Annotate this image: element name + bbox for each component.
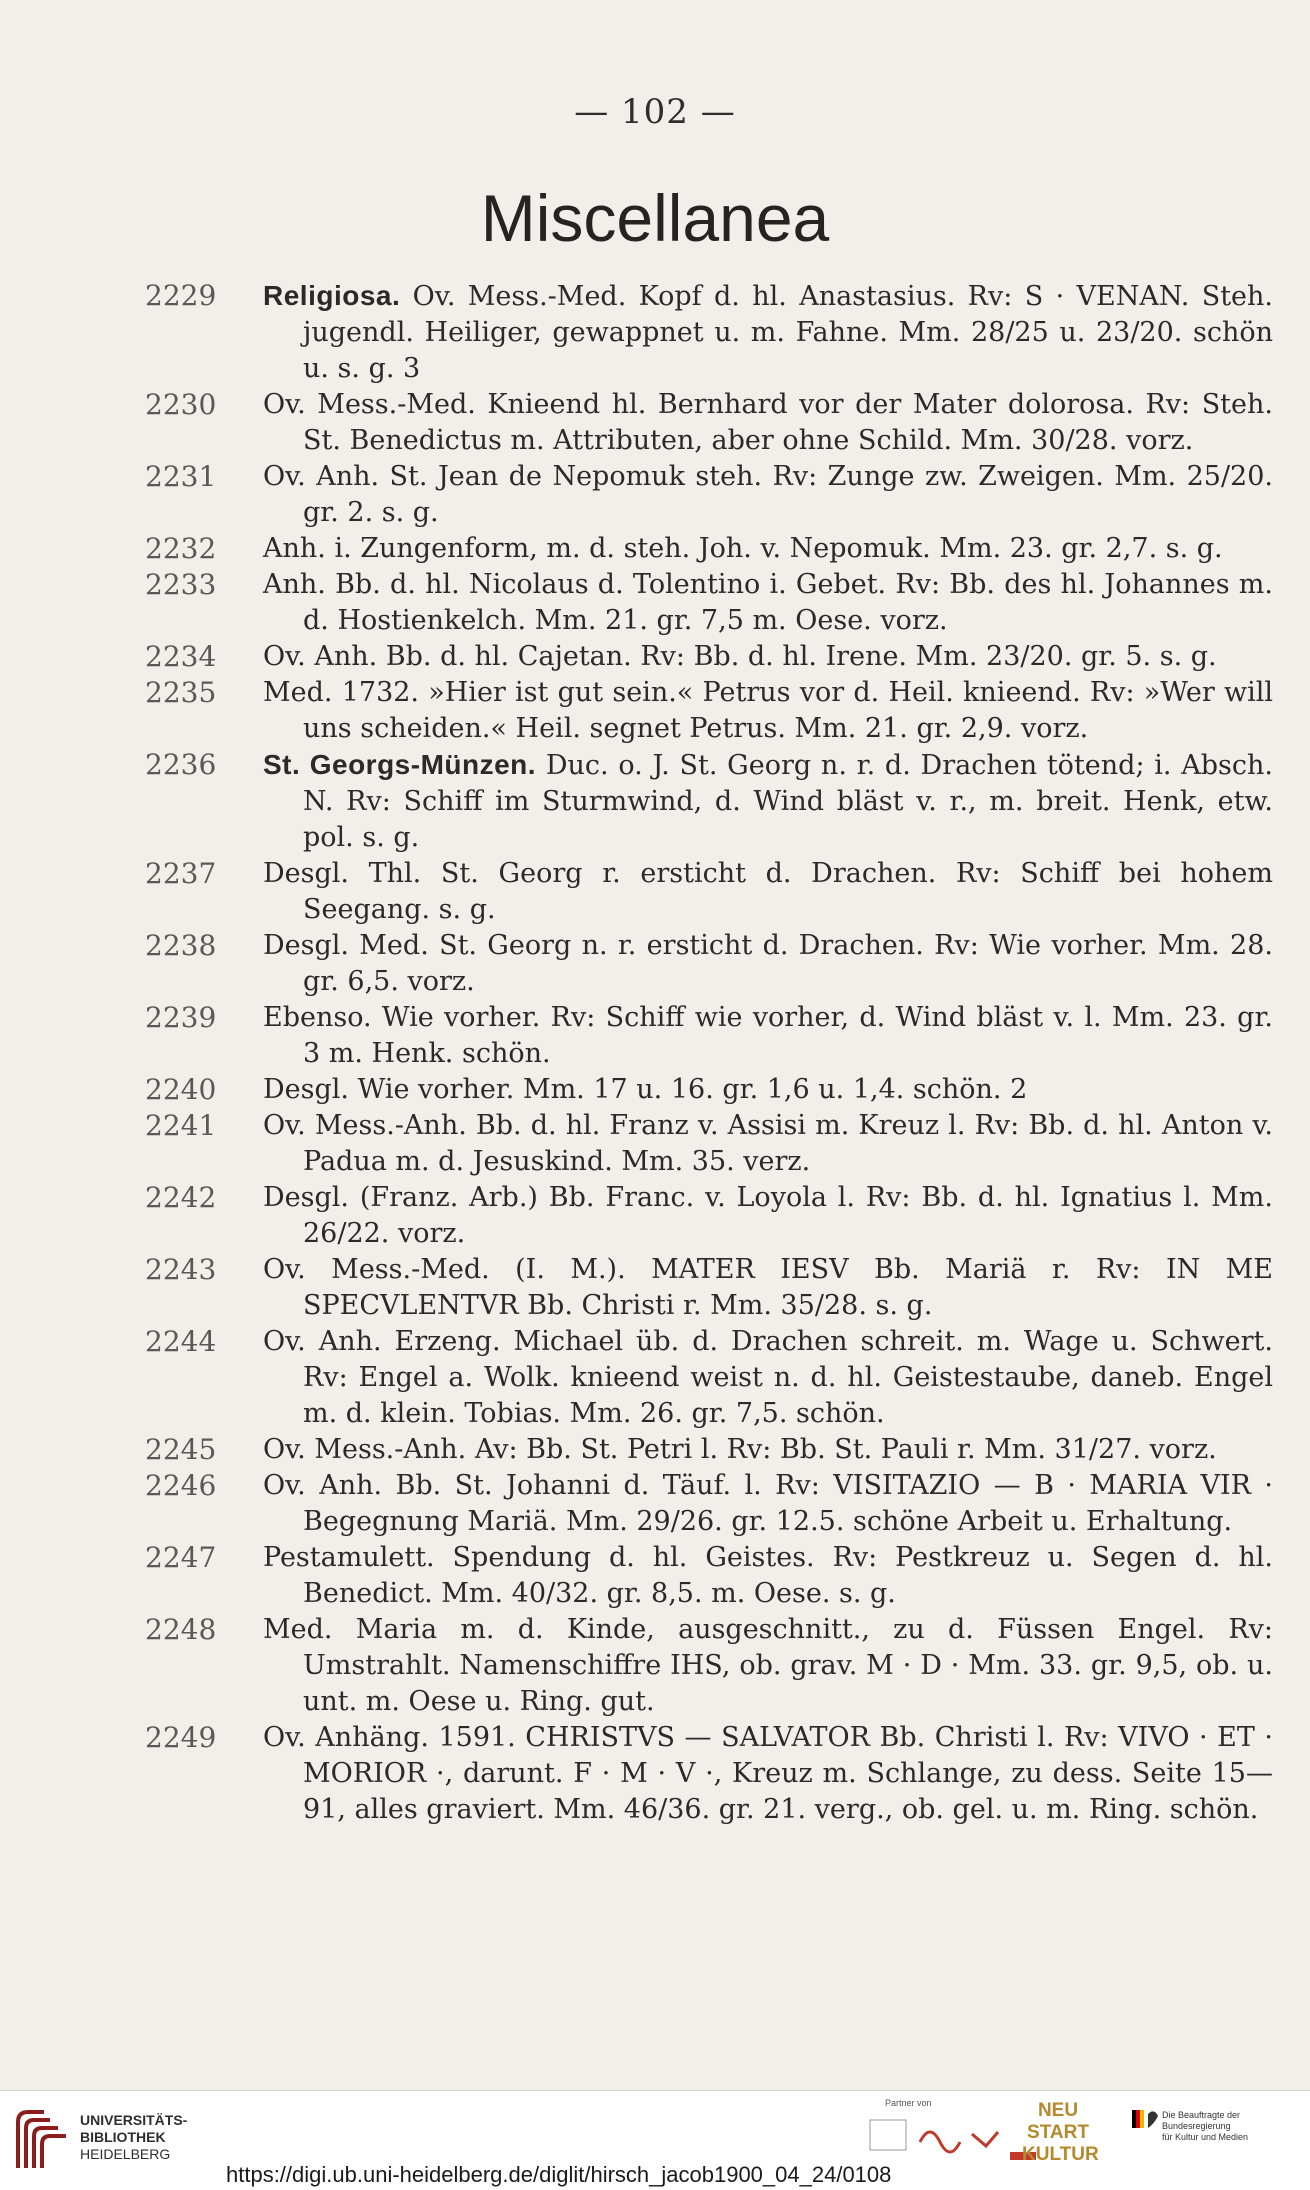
- page-title: Miscellanea: [480, 181, 830, 255]
- catalogue-entry: [0, 1540, 1310, 1612]
- entry-text: Ov. Anh. Bb. St. Johanni d. Täuf. l. Rv: VISITAZIO — B · MARIA VIR · Begegnung Mariä. Mm. 29/26. gr. 12.5. schöne Arbeit u. Erhaltung.: [263, 1470, 1273, 1537]
- neustart-kultur-logo: [1022, 2100, 1099, 2166]
- entry-description: [263, 1000, 1273, 1072]
- bkm-line: für Kultur und Medien: [1162, 2132, 1249, 2142]
- entry-text: Desgl. (Franz. Arb.) Bb. Franc. v. Loyola l. Rv: Bb. d. hl. Ignatius l. Mm. 26/22. vorz.: [263, 1182, 1273, 1249]
- entry-number: 2234: [145, 640, 217, 673]
- entry-number: 2236: [145, 748, 217, 781]
- entry-description: [263, 856, 1273, 928]
- entry-number: 2241: [145, 1109, 217, 1142]
- entry-text: Ov. Mess.-Med. Kopf d. hl. Anastasius. Rv: S · VENAN. Steh. jugendl. Heiliger, gewappnet u. m. Fahne. Mm. 28/25 u. 23/20. schön u. s. g. 3: [303, 281, 1273, 384]
- entry-text: Ov. Anh. Erzeng. Michael üb. d. Drachen schreit. m. Wage u. Schwert. Rv: Engel a. Wolk. knieend weist n. d. hl. Geistestaube, daneb. Engel m. d. klein. Tobias. Mm. 26. gr. 7,5. schön.: [263, 1326, 1273, 1429]
- entry-text: Duc. o. J. St. Georg n. r. d. Drachen tötend; i. Absch. N. Rv: Schiff im Sturmwind, d. Wind bläst v. r., m. breit. Henk, etw. pol. s. g.: [303, 750, 1273, 853]
- entry-text: Ov. Anhäng. 1591. CHRISTVS — SALVATOR Bb. Christi l. Rv: VIVO · ET · MORIOR ·, darunt. F · M · V ·, Kreuz m. Schlange, zu dess. Seite 15—91, alles graviert. Mm. 46/36. gr. 21. verg., ob. gel. u. m. Ring. schön.: [263, 1722, 1273, 1825]
- catalogue-entry: [0, 531, 1310, 567]
- entry-description: [263, 1612, 1273, 1720]
- entry-text: Anh. Bb. d. hl. Nicolaus d. Tolentino i. Gebet. Rv: Bb. des hl. Johannes m. d. Hostienkelch. Mm. 21. gr. 7,5 m. Oese. vorz.: [263, 569, 1273, 636]
- entry-text: Ov. Mess.-Med. Knieend hl. Bernhard vor der Mater dolorosa. Rv: Steh. St. Benedictus m. Attributen, aber ohne Schild. Mm. 30/28. vorz.: [263, 389, 1273, 456]
- entry-number: 2237: [145, 857, 217, 890]
- entry-number: 2247: [145, 1541, 217, 1574]
- source-url[interactable]: https://digi.ub.uni-heidelberg.de/diglit/hirsch_jacob1900_04_24/0108: [222, 2162, 895, 2188]
- catalogue-entry: [0, 1324, 1310, 1432]
- library-name: [80, 2112, 187, 2163]
- catalogue-entry: [0, 1108, 1310, 1180]
- entry-number: 2231: [145, 460, 217, 493]
- catalogue-entry: [0, 1612, 1310, 1720]
- catalogue-entry: [0, 639, 1310, 675]
- entry-description: [263, 1072, 1273, 1108]
- entry-text: Desgl. Wie vorher. Mm. 17 u. 16. gr. 1,6 u. 1,4. schön. 2: [263, 1074, 1028, 1105]
- entry-text: Anh. i. Zungenform, m. d. steh. Joh. v. Nepomuk. Mm. 23. gr. 2,7. s. g.: [263, 533, 1223, 564]
- entry-number: 2239: [145, 1001, 217, 1034]
- entry-description: [263, 387, 1273, 459]
- neustart-line: NEU: [1037, 2100, 1079, 2121]
- bkm-line: Die Beauftragte der Bundesregierung: [1162, 2110, 1241, 2131]
- catalogue-entry: [0, 928, 1310, 1000]
- catalogue-entry: [0, 747, 1310, 856]
- entry-description: [263, 278, 1273, 387]
- entry-description: [263, 928, 1273, 1000]
- bkm-label: [1162, 2110, 1302, 2143]
- entry-description: [263, 531, 1273, 567]
- entry-number: 2232: [145, 532, 217, 565]
- library-name-line: BIBLIOTHEK: [80, 2129, 166, 2145]
- catalogue-entry: [0, 675, 1310, 747]
- entry-number: 2235: [145, 676, 217, 709]
- entry-number: 2240: [145, 1073, 217, 1106]
- entry-list: [0, 278, 1310, 1828]
- catalogue-entry: [0, 1180, 1310, 1252]
- catalogue-entry: [0, 567, 1310, 639]
- catalogue-entry: [0, 856, 1310, 928]
- library-logo-icon: [14, 2108, 74, 2172]
- entry-number: 2233: [145, 568, 217, 601]
- catalogue-entry: [0, 278, 1310, 387]
- catalogue-entry: [0, 1468, 1310, 1540]
- entry-description: [263, 567, 1273, 639]
- entry-text: Med. 1732. »Hier ist gut sein.« Petrus vor d. Heil. knieend. Rv: »Wer will uns scheiden.« Heil. segnet Petrus. Mm. 21. gr. 2,9. vorz.: [263, 677, 1273, 744]
- entry-number: 2230: [145, 388, 217, 421]
- catalogue-entry: [0, 1000, 1310, 1072]
- entry-text: Ov. Anh. Bb. d. hl. Cajetan. Rv: Bb. d. hl. Irene. Mm. 23/20. gr. 5. s. g.: [263, 641, 1217, 672]
- entry-description: [263, 1432, 1273, 1468]
- entry-text: Desgl. Thl. St. Georg r. ersticht d. Drachen. Rv: Schiff bei hohem Seegang. s. g.: [263, 858, 1273, 925]
- catalogue-entry: [0, 1072, 1310, 1108]
- section-heading: Religiosa.: [263, 280, 401, 311]
- entry-description: [263, 747, 1273, 856]
- library-name-line: HEIDELBERG: [80, 2146, 171, 2162]
- entry-number: 2245: [145, 1433, 217, 1466]
- entry-text: Med. Maria m. d. Kinde, ausgeschnitt., zu d. Füssen Engel. Rv: Umstrahlt. Namenschiffre IHS, ob. grav. M · D · Mm. 33. gr. 9,5, ob. u. unt. m. Oese u. Ring. gut.: [263, 1614, 1273, 1717]
- entry-description: [263, 1324, 1273, 1432]
- entry-text: Ov. Mess.-Anh. Bb. d. hl. Franz v. Assisi m. Kreuz l. Rv: Bb. d. hl. Anton v. Padua m. d. Jesuskind. Mm. 35. verz.: [263, 1110, 1273, 1177]
- entry-number: 2246: [145, 1469, 217, 1502]
- entry-description: [263, 459, 1273, 531]
- entry-text: Ebenso. Wie vorher. Rv: Schiff wie vorher, d. Wind bläst v. l. Mm. 23. gr. 3 m. Henk. schön.: [263, 1002, 1273, 1069]
- entry-number: 2244: [145, 1325, 217, 1358]
- section-heading: St. Georgs-Münzen.: [263, 749, 537, 780]
- entry-number: 2229: [145, 279, 217, 312]
- entry-number: 2238: [145, 929, 217, 962]
- entry-text: Ov. Mess.-Anh. Av: Bb. St. Petri l. Rv: Bb. St. Pauli r. Mm. 31/27. vorz.: [263, 1434, 1217, 1465]
- partner-label: Partner von: [885, 2098, 932, 2108]
- catalogue-entry: [0, 1720, 1310, 1828]
- entry-description: [263, 1180, 1273, 1252]
- entry-text: Ov. Mess.-Med. (I. M.). MATER IESV Bb. Mariä r. Rv: IN ME SPECVLENTVR Bb. Christi r. Mm. 35/28. s. g.: [263, 1254, 1273, 1321]
- catalogue-entry: [0, 1432, 1310, 1468]
- catalogue-entry: [0, 1252, 1310, 1324]
- entry-number: 2248: [145, 1613, 217, 1646]
- page-number: — 102 —: [574, 92, 736, 132]
- neustart-line: KULTUR: [1022, 2144, 1099, 2165]
- entry-description: [263, 639, 1273, 675]
- entry-number: 2243: [145, 1253, 217, 1286]
- library-name-line: UNIVERSITÄTS-: [80, 2112, 188, 2128]
- entry-number: 2242: [145, 1181, 217, 1214]
- entry-description: [263, 675, 1273, 747]
- entry-number: 2249: [145, 1721, 217, 1754]
- entry-text: Desgl. Med. St. Georg n. r. ersticht d. Drachen. Rv: Wie vorher. Mm. 28. gr. 6,5. vorz.: [263, 930, 1273, 997]
- entry-text: Pestamulett. Spendung d. hl. Geistes. Rv: Pestkreuz u. Segen d. hl. Benedict. Mm. 40/32. gr. 8,5. m. Oese. s. g.: [263, 1542, 1273, 1609]
- entry-description: [263, 1468, 1273, 1540]
- catalogue-entry: [0, 459, 1310, 531]
- entry-description: [263, 1108, 1273, 1180]
- entry-description: [263, 1720, 1273, 1828]
- entry-description: [263, 1252, 1273, 1324]
- catalogue-entry: [0, 387, 1310, 459]
- entry-description: [263, 1540, 1273, 1612]
- partner-logos-icon: [860, 2112, 1040, 2172]
- entry-text: Ov. Anh. St. Jean de Nepomuk steh. Rv: Zunge zw. Zweigen. Mm. 25/20. gr. 2. s. g.: [263, 461, 1273, 528]
- neustart-line: START: [1027, 2122, 1089, 2143]
